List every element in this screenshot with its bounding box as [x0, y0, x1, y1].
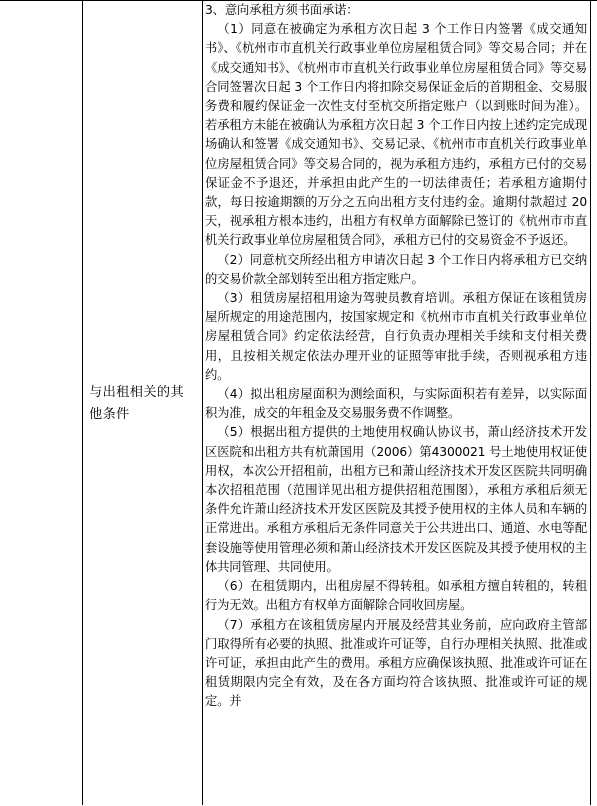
empty-cell	[0, 1, 82, 806]
table-border-right	[590, 1, 591, 805]
conditions-cell	[203, 1, 590, 806]
row-label-cell	[83, 1, 201, 806]
clause-4: （4）拟出租房屋面积为测绘面积，与实际面积若有差异，以实际面积为准，成交的年租金及交易服务费不作调整。	[205, 387, 587, 421]
clause-1: （1）同意在被确定为承租方次日起 3 个工作日内签署《成交通知书》、《杭州市市直机关行政事业单位房屋租赁合同》等交易合同；并在《成交通知书》、《杭州市市直机关行政事业单位房屋租赁合同》等交易合同签署次日起 3 个工作日内将扣除交易保证金后的首期租金、交易服务费和履约保证金一次性支付至杭交所指定账户（以到账时间为准）。若承租方未能在被确认为承租方次日起 3 个工作日内按上述约定完成现场确认和签署《成交通知书》、交易记录、《杭州市市直机关行政事业单位房屋租赁合同》等交易合同的，视为承租方违约，承租方已付的交易保证金不予退还，并承担由此产生的一切法律责任；若承租方逾期付款，每日按逾期额的万分之五向出租方支付违约金。逾期付款超过 20 天，视承租方根本违约，出租方有权单方面解除已签订的《杭州市市直机关行政事业单位房屋租赁合同》，承租方已付的交易资金不予返还。	[205, 22, 587, 248]
clause-3: （3）租赁房屋招租用途为驾驶员教育培训。承租方保证在该租赁房屋所规定的用途范围内，按国家规定和《杭州市市直机关行政事业单位房屋租赁合同》约定依法经营，自行负责办理相关手续和支付相关费用，且按相关规定依法办理开业的证照等审批手续，否则视承租方违约。	[205, 291, 587, 382]
row-label: 与出租相关的其他条件	[89, 384, 185, 422]
clause-6: （6）在租赁期内，出租房屋不得转租。如承租方擅自转租的，转租行为无效。出租方有权单方面解除合同收回房屋。	[205, 579, 587, 613]
clause-5: （5）根据出租方提供的土地使用权确认协议书，萧山经济技术开发区医院和出租方共有杭萧国用（2006）第4300021 号土地使用权证使用权，本次公开招租前，出租方已和萧山经济技术开发区医院共同明确本次招租范围（范围详见出租方提供招租范围图），承租方承租后须无条件允许萧山经济技术开发区医院及其授予使用权的主体人员和车辆的正常进出。承租方承租后无条件同意关于公共进出口、通道、水电等配套设施等使用管理必须和萧山经济技术开发区医院及其授予使用权的主体共同管理、共同使用。	[205, 425, 587, 574]
clause-heading: 3、意向承租方须书面承诺：	[205, 3, 359, 17]
clause-2: （2）同意杭交所经出租方申请次日起 3 个工作日内将承租方已交纳的交易价款全部划转至出租方指定账户。	[205, 252, 587, 286]
clause-7: （7）承租方在该租赁房屋内开展及经营其业务前，应向政府主管部门取得所有必要的执照、批准或许可证等，自行办理相关执照、批准或许可证，承担由此产生的费用。承租方应确保该执照、批准或许可证在租赁期限内完全有效，及在各方面均符合该执照、批准或许可证的规定。并	[205, 617, 587, 709]
